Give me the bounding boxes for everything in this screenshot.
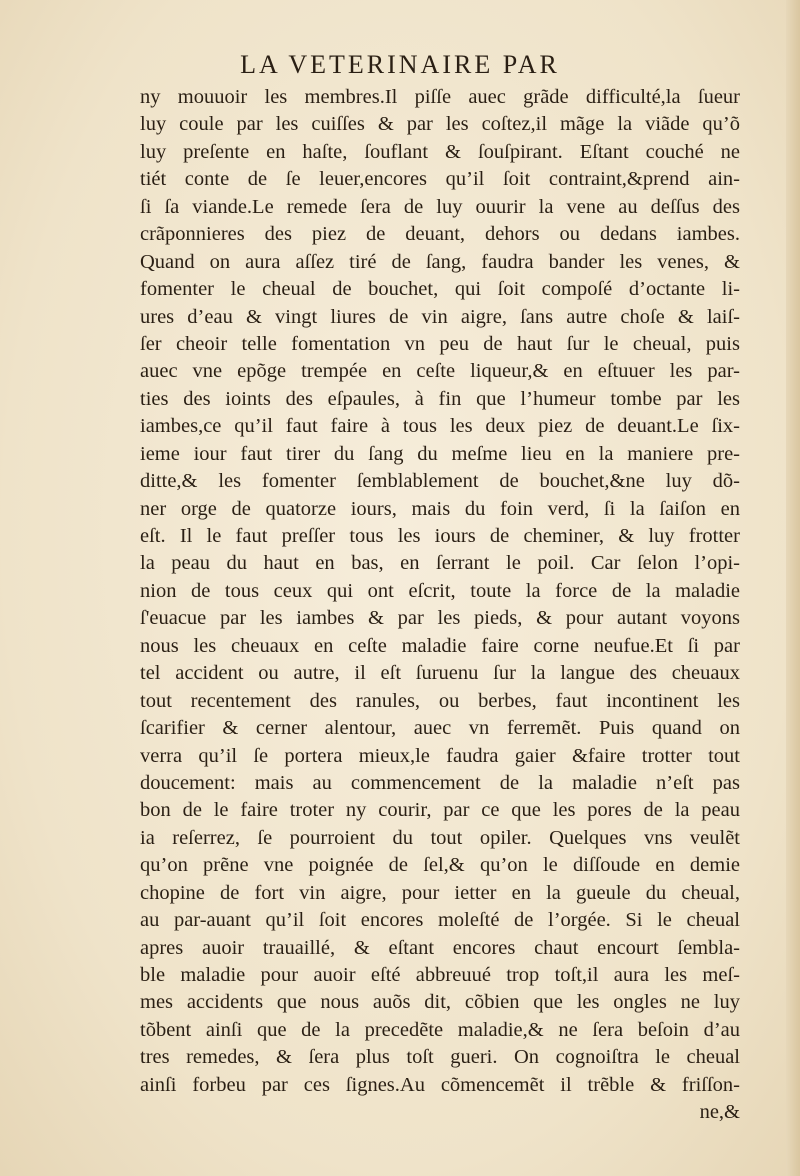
text-line: apres auoir trauaillé, & eſtant encores chaut encourt ſembla- [140,936,740,959]
text-line: ſcarifier & cerner alentour, auec vn ferremẽt. Puis quand on [140,717,740,740]
text-line: chopine de fort vin aigre, pour ietter en la gueule du cheual, [140,881,740,904]
text-line: iambes,ce qu’il faut faire à tous les deux piez de deuant.Le ſix- [140,415,740,438]
text-line: luy coule par les cuiſſes & par les coſtez,il mãge la viãde qu’õ [140,113,740,136]
text-line: mes accidents que nous auõs dit, cõbien que les ongles ne luy [140,991,740,1014]
text-line: ainſi forbeu par ces ſignes.Au cõmencemẽt il trẽble & friſſon- [140,1073,740,1096]
text-line: au par-auant qu’il ſoit encores moleſté de l’orgée. Si le cheual [140,909,740,932]
text-line: verra qu’il ſe portera mieux,le faudra gaier &faire trotter tout [140,744,740,767]
text-line: la peau du haut en bas, en ſerrant le poil. Car ſelon l’opi- [140,552,740,575]
text-line: ner orge de quatorze iours, mais du foin verd, ſi la ſaiſon en [140,497,740,520]
text-line: Quand on aura aſſez tiré de ſang, faudra bander les venes, & [140,250,740,273]
text-line: ne,& [699,1101,740,1124]
text-line: fomenter le cheual de bouchet, qui ſoit compoſé d’octante li- [140,278,740,301]
text-line: ties des ioints des eſpaules, à fin que l’humeur tombe par les [140,387,740,410]
text-line: ieme iour faut tirer du ſang du meſme lieu en la maniere pre- [140,442,740,465]
text-line: ſ'euacue par les iambes & par les pieds, & pour autant voyons [140,607,740,630]
text-line: eſt. Il le faut preſſer tous les iours de cheminer, & luy frotter [140,525,740,547]
text-block [140,84,740,1127]
text-line: doucement: mais au commencement de la maladie n’eſt pas [140,771,740,794]
text-line: tel accident ou autre, il eſt ſuruenu ſur la langue des cheuaux [140,662,740,685]
text-line: tres remedes, & ſera plus toſt gueri. On cognoiſtra le cheual [140,1046,740,1069]
text-line: bon de le faire troter ny courir, par ce que les pores de la peau [140,799,740,822]
text-line: ny mouuoir les membres.Il piſſe auec grãde difficulté,la ſueur [140,86,740,108]
text-line: ures d’eau & vingt liures de vin aigre, ſans autre choſe & laiſ- [140,305,740,328]
text-line: qu’on prẽne vne poignée de ſel,& qu’on le diſſoude en demie [140,854,740,877]
text-line: ble maladie pour auoir eſté abbreuué trop toſt,il aura les meſ- [140,964,740,986]
text-line: ſi ſa viande.Le remede ſera de luy ouurir la vene au deſſus des [140,195,740,218]
text-line: auec vne epõge trempée en ceſte liqueur,& en eſtuuer les par- [140,360,740,383]
text-line: tõbent ainſi que de la precedẽte maladie,& ne ſera beſoin d’au [140,1018,740,1041]
page-edge [786,0,800,1176]
text-line: tout recentement des ranules, ou berbes, faut incontinent les [140,689,740,712]
text-line: tiét conte de ſe leuer,encores qu’il ſoit contraint,&prend ain- [140,168,740,191]
running-head: LA VETERINAIRE PAR [240,50,560,79]
text-line: ditte,& les fomenter ſemblablement de bouchet,&ne luy dõ- [140,470,740,493]
text-line: ia reſerrez, ſe pourroient du tout opiler. Quelques vns veulẽt [140,826,740,849]
text-line: luy preſente en haſte, ſouflant & ſouſpirant. Eſtant couché ne [140,140,740,163]
text-line: crãponnieres des piez de deuant, dehors ou dedans iambes. [140,223,740,246]
text-line: nous les cheuaux en ceſte maladie faire corne neufue.Et ſi par [140,634,740,657]
text-line: ſer cheoir telle fomentation vn peu de haut ſur le cheual, puis [140,332,740,355]
text-line: nion de tous ceux qui ont eſcrit, toute la force de la maladie [140,579,740,602]
